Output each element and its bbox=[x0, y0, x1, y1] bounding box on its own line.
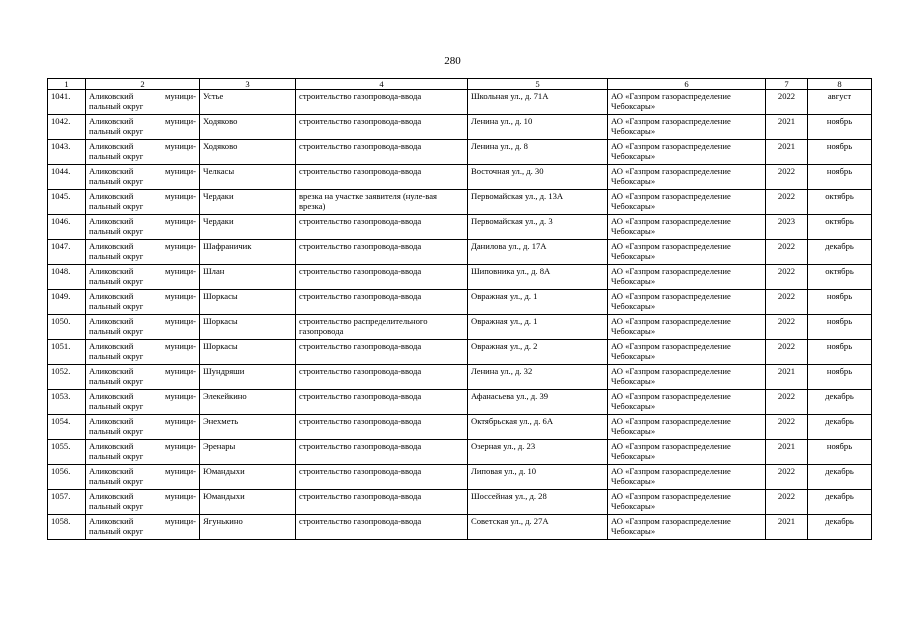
address-cell: Школьная ул., д. 71А bbox=[468, 90, 608, 115]
work-type-cell: строительство газопровода-ввода bbox=[296, 290, 468, 315]
district-cell: Аликовский муници-пальный округ bbox=[86, 215, 200, 240]
address-cell: Овражная ул., д. 2 bbox=[468, 340, 608, 365]
organization-cell: АО «Газпром газораспределение Чебоксары» bbox=[608, 265, 766, 290]
address-cell: Первомайская ул., д. 13А bbox=[468, 190, 608, 215]
year-cell: 2022 bbox=[766, 240, 808, 265]
work-type-cell: строительство газопровода-ввода bbox=[296, 415, 468, 440]
address-cell: Озерная ул., д. 23 bbox=[468, 440, 608, 465]
row-number-cell: 1041. bbox=[48, 90, 86, 115]
district-cell: Аликовский муници-пальный округ bbox=[86, 490, 200, 515]
row-number-cell: 1055. bbox=[48, 440, 86, 465]
address-cell: Ленина ул., д. 8 bbox=[468, 140, 608, 165]
work-type-cell: строительство распределительного газопровода bbox=[296, 315, 468, 340]
settlement-cell: Ходяково bbox=[200, 115, 296, 140]
district-cell: Аликовский муници-пальный округ bbox=[86, 290, 200, 315]
month-cell: ноябрь bbox=[808, 115, 872, 140]
month-cell: ноябрь bbox=[808, 340, 872, 365]
address-cell: Овражная ул., д. 1 bbox=[468, 290, 608, 315]
year-cell: 2022 bbox=[766, 290, 808, 315]
settlement-cell: Юмандыхи bbox=[200, 490, 296, 515]
organization-cell: АО «Газпром газораспределение Чебоксары» bbox=[608, 365, 766, 390]
district-cell: Аликовский муници-пальный округ bbox=[86, 465, 200, 490]
row-number-cell: 1054. bbox=[48, 415, 86, 440]
organization-cell: АО «Газпром газораспределение Чебоксары» bbox=[608, 240, 766, 265]
work-type-cell: строительство газопровода-ввода bbox=[296, 365, 468, 390]
year-cell: 2022 bbox=[766, 190, 808, 215]
row-number-cell: 1057. bbox=[48, 490, 86, 515]
table-row bbox=[48, 340, 872, 365]
gasification-table bbox=[47, 78, 872, 540]
settlement-cell: Энехметь bbox=[200, 415, 296, 440]
month-cell: ноябрь bbox=[808, 165, 872, 190]
table-row bbox=[48, 390, 872, 415]
settlement-cell: Ходяково bbox=[200, 140, 296, 165]
settlement-cell: Элекейкино bbox=[200, 390, 296, 415]
settlement-cell: Шоркасы bbox=[200, 340, 296, 365]
address-cell: Советская ул., д. 27А bbox=[468, 515, 608, 540]
year-cell: 2021 bbox=[766, 515, 808, 540]
settlement-cell: Шоркасы bbox=[200, 315, 296, 340]
district-cell: Аликовский муници-пальный округ bbox=[86, 440, 200, 465]
row-number-cell: 1058. bbox=[48, 515, 86, 540]
settlement-cell: Челкасы bbox=[200, 165, 296, 190]
work-type-cell: строительство газопровода-ввода bbox=[296, 240, 468, 265]
organization-cell: АО «Газпром газораспределение Чебоксары» bbox=[608, 190, 766, 215]
district-cell: Аликовский муници-пальный округ bbox=[86, 240, 200, 265]
year-cell: 2022 bbox=[766, 415, 808, 440]
row-number-cell: 1053. bbox=[48, 390, 86, 415]
table-row bbox=[48, 415, 872, 440]
address-cell: Шоссейная ул., д. 28 bbox=[468, 490, 608, 515]
month-cell: октябрь bbox=[808, 215, 872, 240]
district-cell: Аликовский муници-пальный округ bbox=[86, 140, 200, 165]
year-cell: 2022 bbox=[766, 490, 808, 515]
year-cell: 2022 bbox=[766, 165, 808, 190]
district-cell: Аликовский муници-пальный округ bbox=[86, 365, 200, 390]
table-row bbox=[48, 90, 872, 115]
table-row bbox=[48, 165, 872, 190]
row-number-cell: 1049. bbox=[48, 290, 86, 315]
table-row bbox=[48, 515, 872, 540]
row-number-cell: 1056. bbox=[48, 465, 86, 490]
district-cell: Аликовский муници-пальный округ bbox=[86, 415, 200, 440]
page-number: 280 bbox=[444, 55, 461, 67]
table-row bbox=[48, 315, 872, 340]
district-cell: Аликовский муници-пальный округ bbox=[86, 315, 200, 340]
month-cell: декабрь bbox=[808, 465, 872, 490]
year-cell: 2022 bbox=[766, 265, 808, 290]
address-cell: Восточная ул., д. 30 bbox=[468, 165, 608, 190]
district-cell: Аликовский муници-пальный округ bbox=[86, 165, 200, 190]
row-number-cell: 1050. bbox=[48, 315, 86, 340]
year-cell: 2021 bbox=[766, 440, 808, 465]
organization-cell: АО «Газпром газораспределение Чебоксары» bbox=[608, 165, 766, 190]
month-cell: декабрь bbox=[808, 390, 872, 415]
organization-cell: АО «Газпром газораспределение Чебоксары» bbox=[608, 415, 766, 440]
organization-cell: АО «Газпром газораспределение Чебоксары» bbox=[608, 90, 766, 115]
row-number-cell: 1051. bbox=[48, 340, 86, 365]
work-type-cell: строительство газопровода-ввода bbox=[296, 165, 468, 190]
month-cell: ноябрь bbox=[808, 365, 872, 390]
month-cell: декабрь bbox=[808, 490, 872, 515]
column-header: 4 bbox=[296, 79, 468, 90]
column-header: 6 bbox=[608, 79, 766, 90]
month-cell: август bbox=[808, 90, 872, 115]
year-cell: 2022 bbox=[766, 340, 808, 365]
table-row bbox=[48, 240, 872, 265]
column-header: 8 bbox=[808, 79, 872, 90]
row-number-cell: 1046. bbox=[48, 215, 86, 240]
table-row bbox=[48, 365, 872, 390]
year-cell: 2022 bbox=[766, 315, 808, 340]
settlement-cell: Шоркасы bbox=[200, 290, 296, 315]
row-number-cell: 1045. bbox=[48, 190, 86, 215]
organization-cell: АО «Газпром газораспределение Чебоксары» bbox=[608, 140, 766, 165]
settlement-cell: Ягунькино bbox=[200, 515, 296, 540]
table-row bbox=[48, 115, 872, 140]
table-row bbox=[48, 440, 872, 465]
month-cell: октябрь bbox=[808, 265, 872, 290]
month-cell: октябрь bbox=[808, 190, 872, 215]
table-row bbox=[48, 290, 872, 315]
settlement-cell: Устье bbox=[200, 90, 296, 115]
month-cell: декабрь bbox=[808, 515, 872, 540]
organization-cell: АО «Газпром газораспределение Чебоксары» bbox=[608, 390, 766, 415]
district-cell: Аликовский муници-пальный округ bbox=[86, 340, 200, 365]
work-type-cell: строительство газопровода-ввода bbox=[296, 515, 468, 540]
column-header: 7 bbox=[766, 79, 808, 90]
district-cell: Аликовский муници-пальный округ bbox=[86, 190, 200, 215]
address-cell: Овражная ул., д. 1 bbox=[468, 315, 608, 340]
settlement-cell: Эренары bbox=[200, 440, 296, 465]
row-number-cell: 1052. bbox=[48, 365, 86, 390]
settlement-cell: Шлан bbox=[200, 265, 296, 290]
row-number-cell: 1043. bbox=[48, 140, 86, 165]
organization-cell: АО «Газпром газораспределение Чебоксары» bbox=[608, 315, 766, 340]
year-cell: 2021 bbox=[766, 140, 808, 165]
row-number-cell: 1042. bbox=[48, 115, 86, 140]
work-type-cell: врезка на участке заявителя (нуле-вая врезка) bbox=[296, 190, 468, 215]
settlement-cell: Чердаки bbox=[200, 215, 296, 240]
column-header: 1 bbox=[48, 79, 86, 90]
work-type-cell: строительство газопровода-ввода bbox=[296, 340, 468, 365]
settlement-cell: Юмандыхи bbox=[200, 465, 296, 490]
organization-cell: АО «Газпром газораспределение Чебоксары» bbox=[608, 115, 766, 140]
address-cell: Ленина ул., д. 10 bbox=[468, 115, 608, 140]
address-cell: Шиповника ул., д. 8А bbox=[468, 265, 608, 290]
row-number-cell: 1048. bbox=[48, 265, 86, 290]
settlement-cell: Шундряши bbox=[200, 365, 296, 390]
work-type-cell: строительство газопровода-ввода bbox=[296, 215, 468, 240]
organization-cell: АО «Газпром газораспределение Чебоксары» bbox=[608, 490, 766, 515]
column-header: 2 bbox=[86, 79, 200, 90]
work-type-cell: строительство газопровода-ввода bbox=[296, 265, 468, 290]
month-cell: декабрь bbox=[808, 240, 872, 265]
organization-cell: АО «Газпром газораспределение Чебоксары» bbox=[608, 465, 766, 490]
year-cell: 2022 bbox=[766, 90, 808, 115]
month-cell: ноябрь bbox=[808, 140, 872, 165]
district-cell: Аликовский муници-пальный округ bbox=[86, 515, 200, 540]
work-type-cell: строительство газопровода-ввода bbox=[296, 465, 468, 490]
organization-cell: АО «Газпром газораспределение Чебоксары» bbox=[608, 290, 766, 315]
month-cell: ноябрь bbox=[808, 315, 872, 340]
year-cell: 2022 bbox=[766, 465, 808, 490]
month-cell: ноябрь bbox=[808, 440, 872, 465]
month-cell: декабрь bbox=[808, 415, 872, 440]
year-cell: 2021 bbox=[766, 115, 808, 140]
work-type-cell: строительство газопровода-ввода bbox=[296, 390, 468, 415]
row-number-cell: 1044. bbox=[48, 165, 86, 190]
address-cell: Первомайская ул., д. 3 bbox=[468, 215, 608, 240]
address-cell: Данилова ул., д. 17А bbox=[468, 240, 608, 265]
table-row bbox=[48, 215, 872, 240]
work-type-cell: строительство газопровода-ввода bbox=[296, 440, 468, 465]
row-number-cell: 1047. bbox=[48, 240, 86, 265]
month-cell: ноябрь bbox=[808, 290, 872, 315]
year-cell: 2022 bbox=[766, 390, 808, 415]
address-cell: Липовая ул., д. 10 bbox=[468, 465, 608, 490]
district-cell: Аликовский муници-пальный округ bbox=[86, 390, 200, 415]
table-row bbox=[48, 140, 872, 165]
district-cell: Аликовский муници-пальный округ bbox=[86, 265, 200, 290]
work-type-cell: строительство газопровода-ввода bbox=[296, 90, 468, 115]
column-header: 5 bbox=[468, 79, 608, 90]
year-cell: 2021 bbox=[766, 365, 808, 390]
organization-cell: АО «Газпром газораспределение Чебоксары» bbox=[608, 440, 766, 465]
organization-cell: АО «Газпром газораспределение Чебоксары» bbox=[608, 340, 766, 365]
address-cell: Ленина ул., д. 32 bbox=[468, 365, 608, 390]
table-row bbox=[48, 265, 872, 290]
district-cell: Аликовский муници-пальный округ bbox=[86, 115, 200, 140]
table-row bbox=[48, 490, 872, 515]
year-cell: 2023 bbox=[766, 215, 808, 240]
work-type-cell: строительство газопровода-ввода bbox=[296, 490, 468, 515]
column-header: 3 bbox=[200, 79, 296, 90]
table-row bbox=[48, 190, 872, 215]
column-number-row bbox=[48, 79, 872, 90]
organization-cell: АО «Газпром газораспределение Чебоксары» bbox=[608, 215, 766, 240]
organization-cell: АО «Газпром газораспределение Чебоксары» bbox=[608, 515, 766, 540]
settlement-cell: Чердаки bbox=[200, 190, 296, 215]
address-cell: Октябрьская ул., д. 6А bbox=[468, 415, 608, 440]
district-cell: Аликовский муници-пальный округ bbox=[86, 90, 200, 115]
table-row bbox=[48, 465, 872, 490]
work-type-cell: строительство газопровода-ввода bbox=[296, 140, 468, 165]
settlement-cell: Шафраничик bbox=[200, 240, 296, 265]
address-cell: Афанасьева ул., д. 39 bbox=[468, 390, 608, 415]
work-type-cell: строительство газопровода-ввода bbox=[296, 115, 468, 140]
